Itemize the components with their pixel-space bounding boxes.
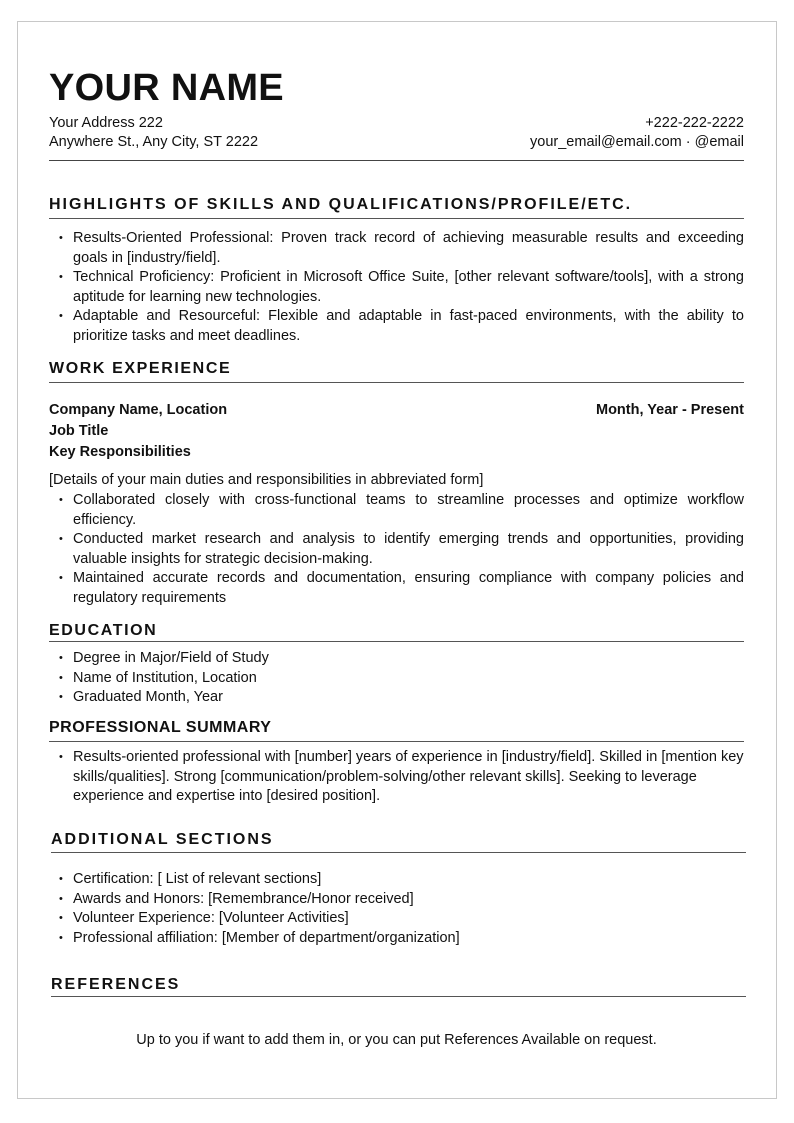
- list-item: • Professional affiliation: [Member of department/organization]: [49, 929, 744, 949]
- address-line-1: Your Address 222: [49, 115, 163, 131]
- additional-list: [49, 870, 744, 948]
- summary-title: PROFESSIONAL SUMMARY: [49, 719, 272, 736]
- email-line: your_email@email.com · @email: [530, 134, 744, 150]
- references-divider: [51, 996, 746, 997]
- list-item: • Degree in Major/Field of Study: [49, 649, 744, 669]
- responsibilities-details: [Details of your main duties and responsibilities in abbreviated form]: [49, 472, 484, 488]
- highlights-title: HIGHLIGHTS OF SKILLS AND QUALIFICATIONS/PROFILE/ETC.: [49, 196, 633, 213]
- address-line-2: Anywhere St., Any City, ST 2222: [49, 134, 259, 150]
- list-item: • Volunteer Experience: [Volunteer Activities]: [49, 909, 744, 929]
- work-list: [49, 491, 744, 609]
- responsibilities-label: Key Responsibilities: [49, 444, 191, 460]
- summary-list: [49, 748, 744, 807]
- contact-row-2: [49, 133, 744, 152]
- education-divider: [49, 641, 744, 642]
- education-title: EDUCATION: [49, 622, 158, 639]
- list-item: • Maintained accurate records and documentation, ensuring compliance with company policies and regulatory requirements: [49, 569, 744, 608]
- list-item: • Conducted market research and analysis to identify emerging trends and opportunities, providing valuable insights for strategic decision-making.: [49, 530, 744, 569]
- company-name: Company Name, Location: [49, 402, 228, 418]
- additional-divider: [51, 852, 746, 853]
- job-header-row: [49, 401, 744, 420]
- contact-row-1: [49, 114, 744, 133]
- additional-title: ADDITIONAL SECTIONS: [51, 831, 274, 848]
- header-divider: [49, 160, 744, 161]
- list-item: • Adaptable and Resourceful: Flexible and adaptable in fast-paced environments, with the ability to prioritize tasks and meet deadlines.: [49, 307, 744, 346]
- list-item: • Results-oriented professional with [number] years of experience in [industry/field]. Skilled in [mention key skills/qualities]. Strong [communication/problem-solving/other relevant skills]. Seeking to leverage experience and expertise into [desired position].: [49, 748, 744, 807]
- work-experience-divider: [49, 382, 744, 383]
- highlights-list: [49, 229, 744, 347]
- highlights-divider: [49, 218, 744, 219]
- list-item: • Awards and Honors: [Remembrance/Honor received]: [49, 890, 744, 910]
- list-item: • Results-Oriented Professional: Proven track record of achieving measurable results and exceeding goals in [industry/field].: [49, 229, 744, 268]
- work-experience-title: WORK EXPERIENCE: [49, 360, 232, 377]
- list-item: • Certification: [ List of relevant sections]: [49, 870, 744, 890]
- references-text: Up to you if want to add them in, or you can put References Available on request.: [136, 1032, 657, 1048]
- list-item: • Technical Proficiency: Proficient in Microsoft Office Suite, [other relevant software/tools], with a strong aptitude for learning new technologies.: [49, 268, 744, 307]
- references-title: REFERENCES: [51, 976, 181, 993]
- list-item: • Name of Institution, Location: [49, 669, 744, 689]
- education-list: [49, 649, 744, 708]
- list-item: • Graduated Month, Year: [49, 688, 744, 708]
- summary-divider: [49, 741, 744, 742]
- phone-number: +222-222-2222: [645, 115, 744, 131]
- list-item: • Collaborated closely with cross-functional teams to streamline processes and optimize workflow efficiency.: [49, 491, 744, 530]
- job-title: Job Title: [49, 423, 109, 439]
- job-dates: Month, Year - Present: [596, 402, 744, 418]
- candidate-name: YOUR NAME: [49, 67, 284, 109]
